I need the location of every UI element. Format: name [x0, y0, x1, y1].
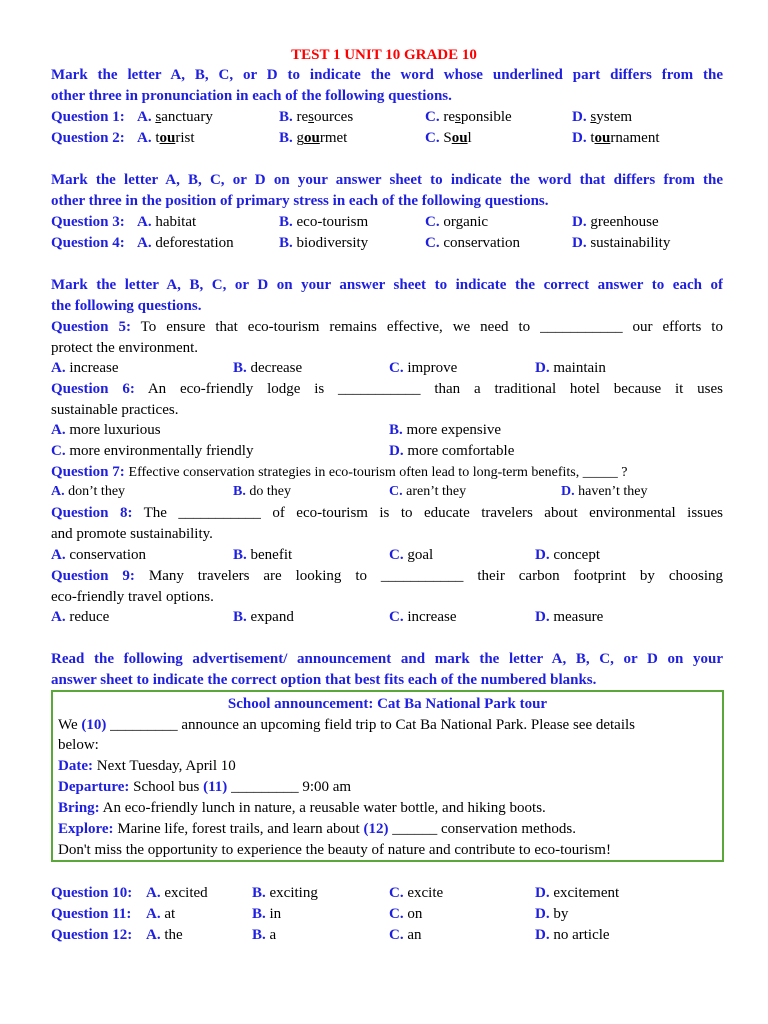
- option-b[interactable]: B. a: [252, 927, 277, 943]
- option-a[interactable]: A. deforestation: [137, 235, 234, 251]
- instruction-reading-line1: Read the following advertisement/ announcement and mark the letter A, B, C, or D on your: [51, 651, 723, 667]
- option-c[interactable]: C. responsible: [425, 109, 512, 125]
- question-6-stem-line1: Question 6: An eco-friendly lodge is ___________ than a traditional hotel because it uses: [51, 381, 723, 397]
- option-b[interactable]: B. benefit: [233, 547, 293, 563]
- instruction-pronunciation-line2: other three in pronunciation in each of the following questions.: [51, 88, 452, 104]
- option-b[interactable]: B. do they: [233, 484, 291, 499]
- question-3: [51, 212, 723, 232]
- option-a[interactable]: A. increase: [51, 360, 119, 376]
- option-b[interactable]: B. expand: [233, 609, 294, 625]
- announcement-line-2: below:: [58, 737, 99, 753]
- question-7-stem: Question 7: Effective conservation strategies in eco-tourism often lead to long-term benefits, _____ ?: [51, 464, 628, 480]
- announcement-departure: Departure: School bus (11) _________ 9:00 am: [58, 779, 352, 795]
- announcement-explore: Explore: Marine life, forest trails, and learn about (12) ______ conservation methods.: [58, 821, 576, 837]
- option-b[interactable]: B. resources: [279, 109, 354, 125]
- option-c[interactable]: C. excite: [389, 885, 444, 901]
- option-c[interactable]: C. conservation: [425, 235, 520, 251]
- option-a[interactable]: A. the: [146, 927, 183, 943]
- announcement-box: [51, 690, 724, 862]
- question-label: Question 11:: [51, 906, 132, 922]
- instruction-stress-line1: Mark the letter A, B, C, or D on your answer sheet to indicate the word that differs from the: [51, 172, 723, 188]
- option-b[interactable]: B. in: [252, 906, 282, 922]
- option-a[interactable]: A. don’t they: [51, 484, 126, 499]
- option-c[interactable]: C. improve: [389, 360, 458, 376]
- question-10: [51, 883, 723, 903]
- announcement-line-1: We (10) _________ announce an upcoming field trip to Cat Ba National Park. Please see details: [58, 717, 636, 733]
- question-label: Question 3:: [51, 214, 125, 230]
- option-d[interactable]: D. haven’t they: [561, 484, 648, 499]
- instruction-correct-line1: Mark the letter A, B, C, or D on your answer sheet to indicate the correct answer to each of: [51, 277, 723, 293]
- option-a[interactable]: A. conservation: [51, 547, 146, 563]
- option-a[interactable]: A. reduce: [51, 609, 110, 625]
- question-label: Question 1:: [51, 109, 125, 125]
- question-label: Question 2:: [51, 130, 125, 146]
- option-c[interactable]: C. on: [389, 906, 423, 922]
- question-9-stem-line2: eco-friendly travel options.: [51, 589, 214, 605]
- option-d[interactable]: D. by: [535, 906, 569, 922]
- option-c[interactable]: C. increase: [389, 609, 457, 625]
- option-a[interactable]: A. more luxurious: [51, 422, 161, 438]
- question-label: Question 4:: [51, 235, 125, 251]
- option-d[interactable]: D. concept: [535, 547, 600, 563]
- instruction-pronunciation-line1: Mark the letter A, B, C, or D to indicate the word whose underlined part differs from the: [51, 67, 723, 83]
- option-d[interactable]: D. tournament: [572, 130, 660, 146]
- announcement-date: Date: Next Tuesday, April 10: [58, 758, 236, 774]
- option-d[interactable]: D. measure: [535, 609, 604, 625]
- option-d[interactable]: D. no article: [535, 927, 610, 943]
- option-a[interactable]: A. sanctuary: [137, 109, 213, 125]
- question-9-stem-line1: Question 9: Many travelers are looking to ___________ their carbon footprint by choosing: [51, 568, 723, 584]
- question-1: [51, 107, 723, 127]
- page-title: TEST 1 UNIT 10 GRADE 10: [291, 47, 477, 63]
- option-c[interactable]: C. aren’t they: [389, 484, 467, 499]
- announcement-title: School announcement: Cat Ba National Park tour: [227, 696, 548, 712]
- question-4: [51, 233, 723, 253]
- instruction-reading-line2: answer sheet to indicate the correct option that best fits each of the numbered blanks.: [51, 672, 597, 688]
- announcement-bring: Bring: An eco-friendly lunch in nature, a reusable water bottle, and hiking boots.: [58, 800, 546, 816]
- option-d[interactable]: D. greenhouse: [572, 214, 659, 230]
- question-2: [51, 128, 723, 148]
- option-b[interactable]: B. gourmet: [279, 130, 348, 146]
- option-d[interactable]: D. maintain: [535, 360, 606, 376]
- option-b[interactable]: B. biodiversity: [279, 235, 369, 251]
- option-a[interactable]: A. excited: [146, 885, 208, 901]
- question-8-stem-line1: Question 8: The ___________ of eco-tourism is to educate travelers about environmental issues: [51, 505, 723, 521]
- option-a[interactable]: A. tourist: [137, 130, 195, 146]
- option-d[interactable]: D. excitement: [535, 885, 620, 901]
- option-a[interactable]: A. habitat: [137, 214, 197, 230]
- option-c[interactable]: C. organic: [425, 214, 489, 230]
- question-6-stem-line2: sustainable practices.: [51, 402, 179, 418]
- option-b[interactable]: B. more expensive: [389, 422, 502, 438]
- option-c[interactable]: C. more environmentally friendly: [51, 443, 254, 459]
- option-c[interactable]: C. goal: [389, 547, 434, 563]
- instruction-correct-line2: the following questions.: [51, 298, 202, 314]
- option-d[interactable]: D. system: [572, 109, 633, 125]
- question-8-stem-line2: and promote sustainability.: [51, 526, 213, 542]
- option-d[interactable]: D. more comfortable: [389, 443, 515, 459]
- question-12: [51, 925, 723, 945]
- option-b[interactable]: B. eco-tourism: [279, 214, 369, 230]
- option-c[interactable]: C. an: [389, 927, 422, 943]
- option-c[interactable]: C. Soul: [425, 130, 472, 146]
- announcement-closing: Don't miss the opportunity to experience the beauty of nature and contribute to eco-tourism!: [58, 842, 611, 858]
- question-5-stem-line2: protect the environment.: [51, 340, 199, 356]
- option-b[interactable]: B. exciting: [252, 885, 318, 901]
- option-b[interactable]: B. decrease: [233, 360, 303, 376]
- instruction-stress-line2: other three in the position of primary stress in each of the following questions.: [51, 193, 549, 209]
- question-11: [51, 904, 723, 924]
- question-label: Question 10:: [51, 885, 133, 901]
- option-a[interactable]: A. at: [146, 906, 176, 922]
- option-d[interactable]: D. sustainability: [572, 235, 671, 251]
- question-label: Question 12:: [51, 927, 133, 943]
- question-5-stem-line1: Question 5: To ensure that eco-tourism remains effective, we need to ___________ our efforts to: [51, 319, 723, 335]
